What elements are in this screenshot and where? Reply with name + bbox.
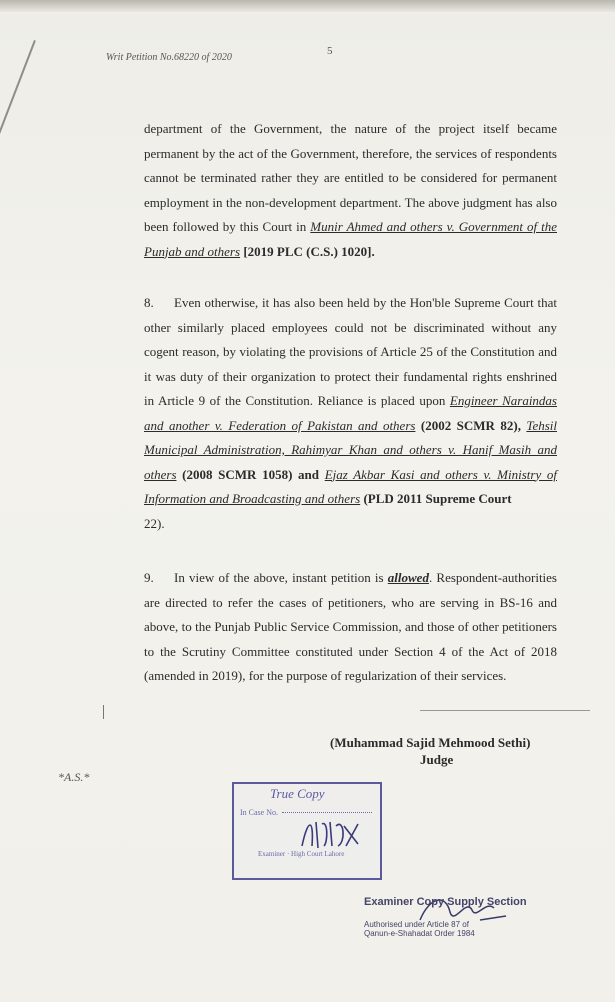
citation-2019-plc: [2019 PLC (C.S.) 1020]. bbox=[243, 243, 375, 259]
margin-mark bbox=[103, 705, 104, 719]
examiner-line2: Authorised under Article 87 of bbox=[364, 920, 469, 929]
para2-tail: 22). bbox=[144, 515, 165, 531]
para2-text: Even otherwise, it has also been held by the Hon'ble Supreme Court that other similarly placed employees could not be discriminated without any cogent reason, by violating the provisions of Article 25 of the Constitution and it was duty of their organization to protect their fundamental rights enshrined in Article 9 of the Constitution. Reliance is placed upon bbox=[144, 295, 557, 408]
stamp-title: True Copy bbox=[270, 786, 325, 801]
case-ejaz-akbar-kasi: Ejaz Akbar Kasi and others v. Ministry of Information and Broadcasting and others bbox=[144, 466, 557, 506]
case-tehsil-municipal: Tehsil Municipal Administration, Rahimyar Khan and others v. Hanif Masih and others bbox=[144, 417, 557, 482]
examiner-line3: Qanun-e-Shahadat Order 1984 bbox=[364, 929, 475, 938]
paper-fold-line bbox=[0, 40, 36, 209]
citation-pld-2011: (PLD 2011 Supreme Court bbox=[360, 491, 512, 506]
paragraph-9 bbox=[144, 566, 557, 689]
true-copy-stamp bbox=[232, 782, 382, 880]
allowed-word: allowed bbox=[387, 570, 429, 585]
citation-2008-scmr: (2008 SCMR 1058) and bbox=[176, 466, 325, 482]
para1-text: department of the Government, the nature of the project itself became permanent by the act of the Government, therefore, the services of respondents cannot be terminated rather they are entitled to be considered for permanent employment in the non-development department. The above judgment has also been followed by this Court in bbox=[144, 121, 557, 234]
page-top-shadow bbox=[0, 0, 615, 12]
citation-2002-scmr: (2002 SCMR 82), bbox=[415, 417, 527, 433]
para3-text-a: In view of the above, instant petition is bbox=[174, 570, 388, 585]
margin-initials: *A.S.* bbox=[58, 770, 90, 784]
para-number-9: 9. bbox=[144, 570, 154, 585]
stamp-case-line: In Case No. bbox=[240, 808, 278, 817]
para3-text-b: . Respondent-authorities are directed to refer the cases of petitioners, who are serving in BS-16 and above, to the Punjab Public Service Commission, and those of other petitioners to the Scrutiny Committee constituted under Section 4 of the Act of 2018 (amended in 2019), for the purpose of regularization of their services. bbox=[144, 570, 557, 683]
paragraph-7-continued bbox=[144, 117, 557, 264]
case-munir-ahmed: Munir Ahmed and others v. Government of the Punjab and others bbox=[144, 219, 558, 259]
stamp-signature-icon bbox=[298, 812, 368, 854]
examiner-stamp-lines bbox=[364, 920, 514, 950]
petition-reference: Writ Petition No.68220 of 2020 bbox=[106, 52, 232, 63]
stamp-footer: Examiner · High Court Lahore bbox=[258, 850, 345, 858]
signature-rule bbox=[420, 710, 590, 711]
judge-title: Judge bbox=[420, 752, 454, 767]
examiner-stamp-title: Examiner Copy Supply Section bbox=[364, 896, 527, 908]
page-number: 5 bbox=[327, 45, 333, 57]
judge-name: (Muhammad Sajid Mehmood Sethi) bbox=[330, 735, 531, 750]
para-number-8: 8. bbox=[144, 295, 154, 310]
case-engineer-naraindas: Engineer Naraindas and another v. Federation of Pakistan and others bbox=[144, 393, 557, 433]
paragraph-8 bbox=[144, 291, 557, 536]
